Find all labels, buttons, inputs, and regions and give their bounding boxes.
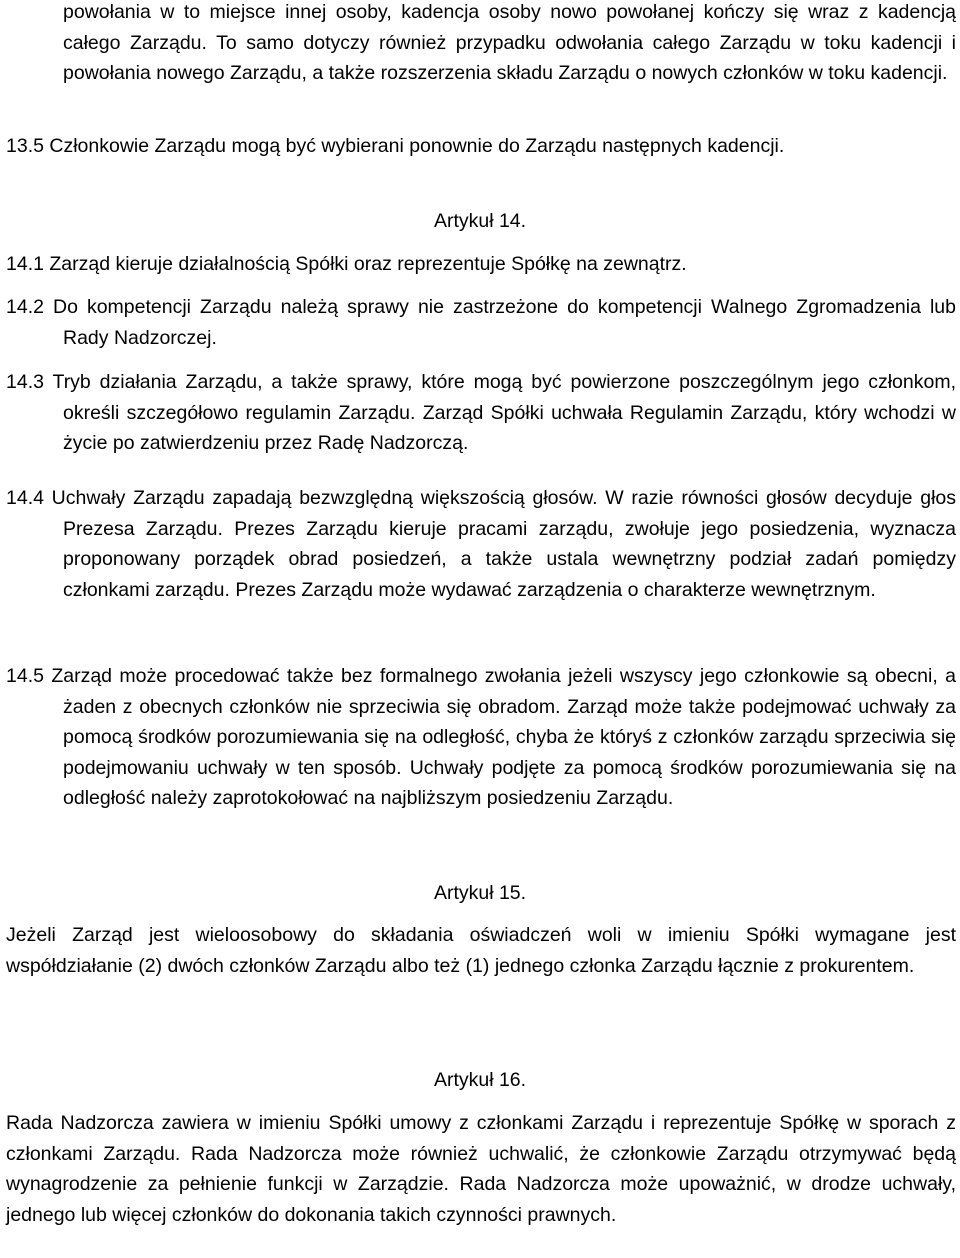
paragraph-14-3: 14.3 Tryb działania Zarządu, a także sprawy, które mogą być powierzone poszczególnym jego członkom, określi szczegółowo regulamin Zarządu. Zarząd Spółki uchwała Regulamin Zarządu, który wchodzi w życie po zatwierdzeniu przez Radę Nadzorczą.	[6, 371, 956, 455]
paragraph-14-5: 14.5 Zarząd może procedować także bez formalnego zwołania jeżeli wszyscy jego członkowie są obecni, a żaden z obecnych członków nie sprzeciwia się obradom. Zarząd może także podejmować uchwały za pomocą środków porozumiewania się na odległość, chyba że któryś z członków zarządu sprzeciwia się podejmowaniu uchwały w ten sposób. Uchwały podjęte za pomocą środków porozumiewania się na odległość należy zaprotokołować na najbliższym posiedzeniu Zarządu.	[6, 665, 956, 810]
paragraph-13-5: 13.5 Członkowie Zarządu mogą być wybierani ponownie do Zarządu następnych kadencji.	[6, 135, 785, 157]
paragraph-14-4: 14.4 Uchwały Zarządu zapadają bezwzględną większością głosów. W razie równości głosów decyduje głos Prezesa Zarządu. Prezes Zarządu kieruje pracami zarządu, zwołuje jego posiedzenia, wyznacza proponowany porządek obrad posiedzeń, a także ustala wewnętrzny podział zadań pomiędzy członkami zarządu. Prezes Zarządu może wydawać zarządzenia o charakterze wewnętrznym.	[6, 487, 956, 601]
paragraph-article-15: Jeżeli Zarząd jest wieloosobowy do składania oświadczeń woli w imieniu Spółki wymagane jest współdziałanie (2) dwóch członków Zarządu albo też (1) jednego członka Zarządu łącznie z prokurentem.	[6, 924, 956, 977]
heading-article-16: Artykuł 16.	[433, 1069, 527, 1091]
paragraph-13-4-continuation: powołania w to miejsce innej osoby, kadencja osoby nowo powołanej kończy się wraz z kadencją całego Zarządu. To samo dotyczy również przypadku odwołania całego Zarządu w toku kadencji i powołania nowego Zarządu, a także rozszerzenia składu Zarządu o nowych członków w toku kadencji.	[63, 1, 956, 85]
heading-article-15: Artykuł 15.	[433, 882, 527, 904]
paragraph-14-2: 14.2 Do kompetencji Zarządu należą sprawy nie zastrzeżone do kompetencji Walnego Zgromadzenia lub Rady Nadzorczej.	[6, 296, 956, 349]
paragraph-14-1: 14.1 Zarząd kieruje działalnością Spółki oraz reprezentuje Spółkę na zewnątrz.	[6, 253, 687, 275]
heading-article-14: Artykuł 14.	[433, 210, 527, 232]
paragraph-article-16: Rada Nadzorcza zawiera w imieniu Spółki umowy z członkami Zarządu i reprezentuje Spółkę w sporach z członkami Zarządu. Rada Nadzorcza może również uchwalić, że członkowie Zarządu otrzymywać będą wynagrodzenie za pełnienie funkcji w Zarządzie. Rada Nadzorcza może upoważnić, w drodze uchwały, jednego lub więcej członków do dokonania takich czynności prawnych.	[6, 1112, 956, 1226]
